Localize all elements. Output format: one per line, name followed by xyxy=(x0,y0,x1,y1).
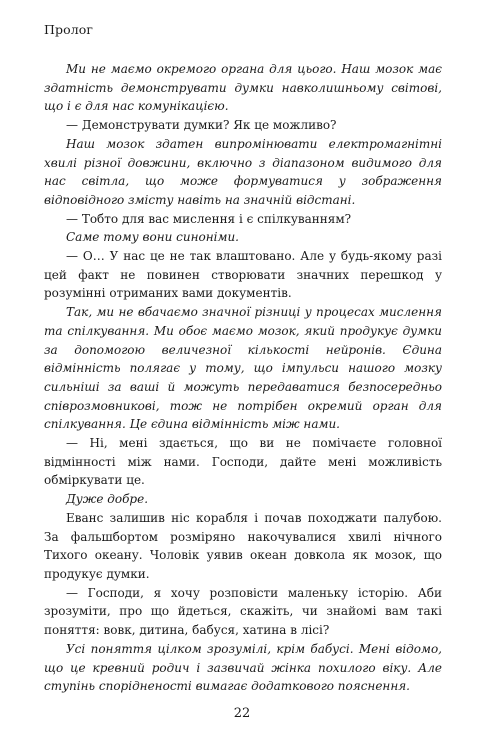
paragraph: Саме тому вони синоніми. xyxy=(66,230,239,245)
paragraph: — О… У нас це не так влаштовано. Але у будь-якому разі цей факт не повинен створювати значних перешкод у розумінні отриманих вами документів. xyxy=(44,249,442,301)
body-text xyxy=(44,60,442,696)
paragraph: Усі поняття цілком зрозумілі, крім бабусі. Мені відомо, що це кревний родич і зазвичай жінка похилого віку. Але ступінь спорідненості вимагає додаткового пояснення. xyxy=(44,641,442,694)
paragraph: — Тобто для вас мислення і є спілкуванням? xyxy=(66,211,352,226)
paragraph: Ми не маємо окремого органа для цього. Наш мозок має здатність демонструвати думки навколишньому світові, що і є для нас комунікацією. xyxy=(44,62,442,114)
paragraph: — Ні, мені здається, що ви не помічаєте головної відмінності між нами. Господи, дайте мені можливість обміркувати це. xyxy=(44,436,442,488)
paragraph: Еванс залишив ніс корабля і почав походжати палубою. За фальшбортом розміряно накочувалися хвилі нічного Тихого океану. Чоловік уявив океан довкола як мозок, що продукує думки. xyxy=(44,510,442,581)
paragraph: — Господи, я хочу розповісти маленьку історію. Аби зрозуміти, про що йдеться, скажіть, чи знайомі вам такі поняття: вовк, дитина, бабуся, хатина в лісі? xyxy=(44,585,442,638)
paragraph: Так, ми не вбачаємо значної різниці у процесах мислення та спілкування. Ми обоє маємо мозок, який продукує думки за допомогою величезної кількості нейронів. Єдина відмінність полягає у тому, що імпульси нашого мозку сильніші за ваші й можуть передаватися безпосередньо співрозмовникові, тож не потрібен окремий орган для спілкування. Це єдина відмінність між нами. xyxy=(44,305,442,432)
page-number: 22 xyxy=(233,706,251,721)
paragraph: Дуже добре. xyxy=(66,492,149,507)
running-head: Пролог xyxy=(44,22,94,37)
paragraph: Наш мозок здатен випромінювати електромагнітні хвилі різної довжини, включно з діапазоном видимого для нас світла, що може формуватися у зображення відповідного змісту навіть на значній відстані. xyxy=(44,136,442,207)
paragraph: — Демонструвати думки? Як це можливо? xyxy=(66,118,337,133)
